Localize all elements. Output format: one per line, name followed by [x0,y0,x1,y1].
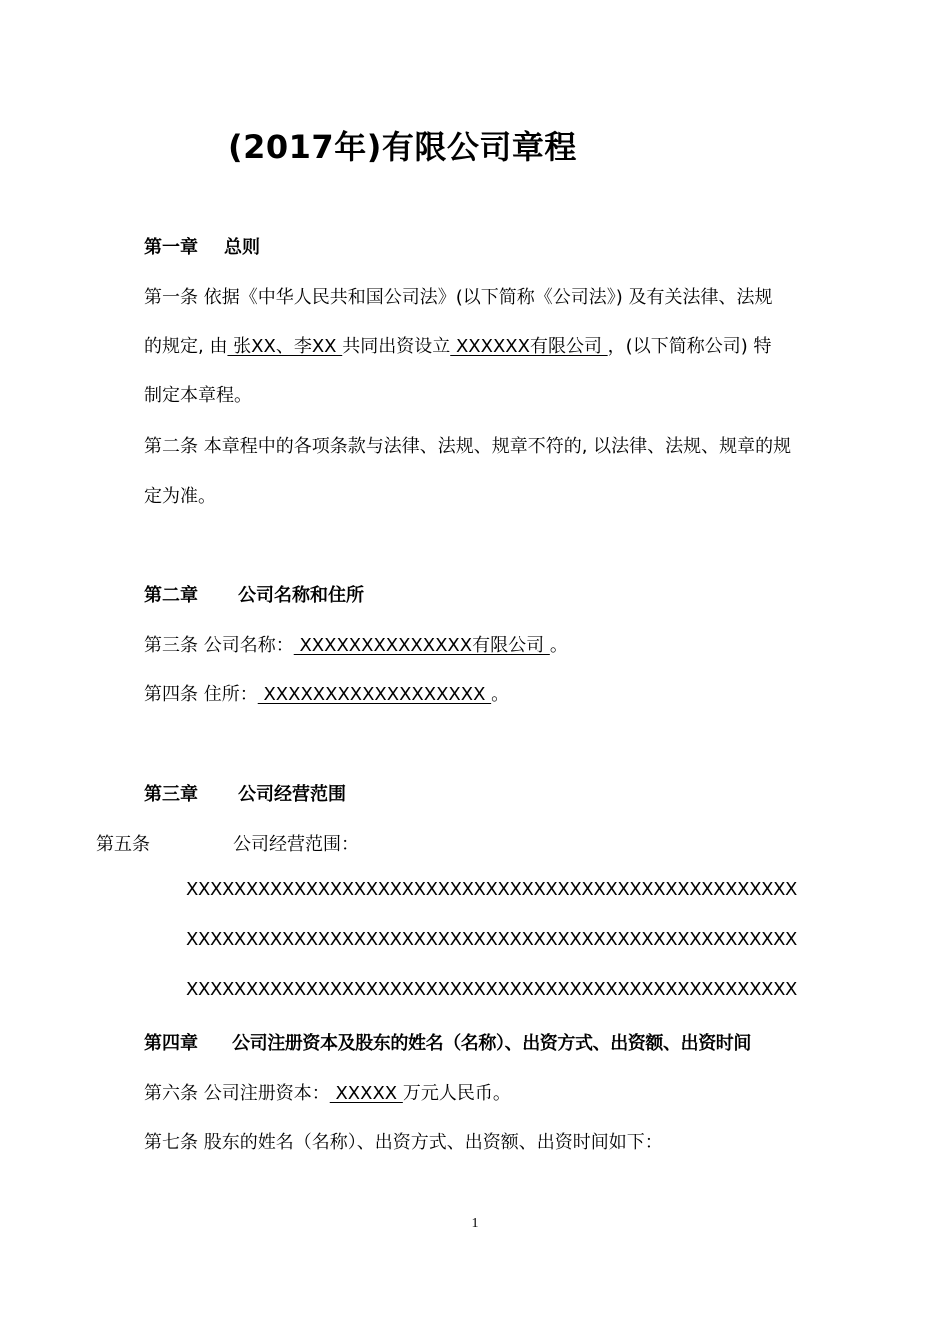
chapter-number: 第三章 [144,784,198,805]
chapter-number: 第四章 [144,1033,198,1054]
shareholders-field: 张XX、李XX [227,336,343,357]
text-fragment: ，(以下简称公司) 特 [607,336,772,357]
registered-capital-field: XXXXX [329,1083,403,1104]
article-2-line-1: 第二条 本章程中的各项条款与法律、法规、规章不符的, 以法律、法规、规章的规 [144,436,792,457]
text-fragment: 。 [491,684,510,705]
chapter-name: 公司注册资本及股东的姓名（名称）、出资方式、出资额、出资时间 [232,1033,751,1054]
document-title: (2017年)有限公司章程 [228,128,577,166]
chapter-name: 公司经营范围 [238,784,346,805]
page-number: 1 [471,1216,479,1231]
article-2-line-2: 定为准。 [144,486,216,507]
company-name-field: XXXXXX有限公司 [450,336,608,357]
text-fragment: 。 [549,635,568,656]
company-name-field: XXXXXXXXXXXXXX有限公司 [293,635,550,656]
chapter-number: 第二章 [144,585,198,606]
address-field: XXXXXXXXXXXXXXXXXX [257,684,492,705]
article-6 [144,1079,511,1105]
article-7: 第七条 股东的姓名（名称）、出资方式、出资额、出资时间如下： [144,1132,663,1153]
article-5-text: 公司经营范围： [233,834,359,855]
article-5-label: 第五条 [96,834,150,855]
text-fragment: 的规定, 由 [144,336,228,357]
article-1-line-3: 制定本章程。 [144,385,252,406]
chapter-heading-3 [144,780,346,806]
chapter-number: 第一章 [144,237,198,258]
chapter-heading-4 [144,1029,751,1055]
chapter-heading-2 [144,581,364,607]
business-scope-line: XXXXXXXXXXXXXXXXXXXXXXXXXXXXXXXXXXXXXXXXXXXXXXXXXXX [186,879,798,900]
article-4 [144,680,509,706]
article-label: 第四条 住所： [144,684,258,705]
text-fragment: 万元人民币。 [402,1083,511,1104]
article-1-line-2 [144,332,771,358]
chapter-name: 总则 [224,237,260,258]
text-fragment: 共同出资设立 [342,336,451,357]
article-label: 第六条 公司注册资本： [144,1083,330,1104]
article-label: 第三条 公司名称： [144,635,294,656]
business-scope-line: XXXXXXXXXXXXXXXXXXXXXXXXXXXXXXXXXXXXXXXXXXXXXXXXXXX [186,929,798,950]
chapter-name: 公司名称和住所 [238,585,364,606]
article-1-line-1: 第一条 依据《中华人民共和国公司法》(以下简称《公司法》) 及有关法律、法规 [144,287,773,308]
chapter-heading-1 [144,233,260,259]
business-scope-line: XXXXXXXXXXXXXXXXXXXXXXXXXXXXXXXXXXXXXXXXXXXXXXXXXXX [186,979,798,1000]
article-3 [144,631,568,657]
